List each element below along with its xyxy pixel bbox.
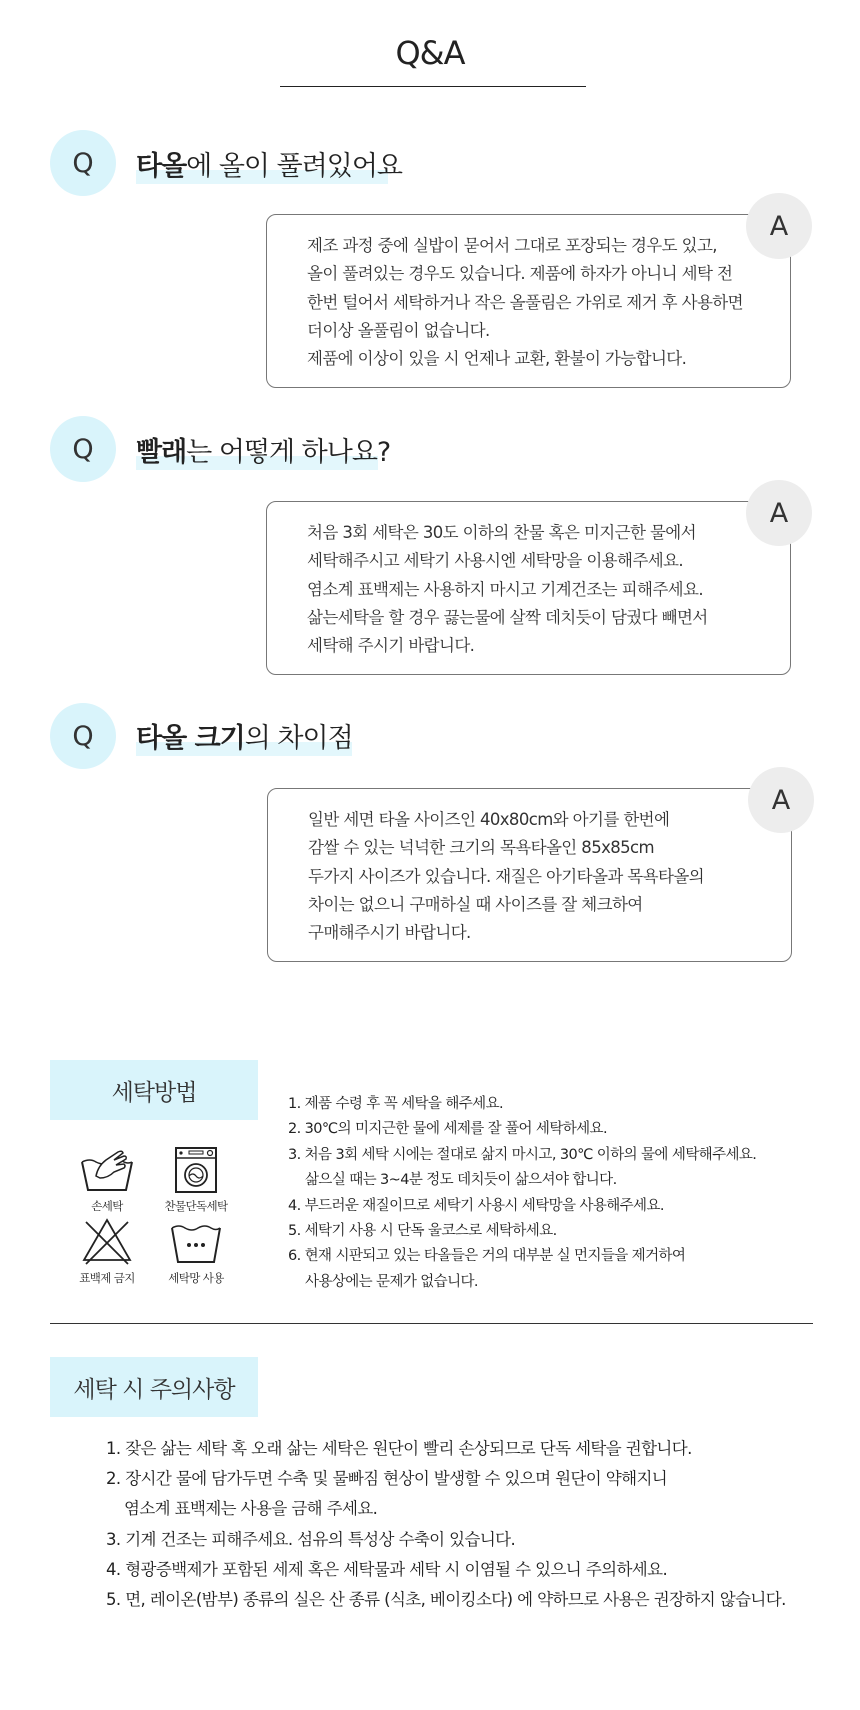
answer-line: 일반 세면 타올 사이즈인 40x80cm와 아기를 한번에 (308, 810, 670, 829)
answer-text (308, 806, 704, 947)
question-badge: Q (50, 130, 116, 196)
answer-text (307, 519, 708, 660)
cold-machine-wash-icon-cell (151, 1146, 241, 1214)
answer-line: 차이는 없으니 구매하실 때 사이즈를 잘 체크하여 (308, 894, 643, 914)
icon-label: 찬물단독세탁 (164, 1199, 228, 1213)
answer-box (267, 788, 792, 962)
title-underline (280, 86, 586, 87)
question-title (136, 716, 353, 755)
question-rest: 에 올이 풀려있어요 (186, 151, 402, 182)
answer-line: 삶는세탁을 할 경우 끓는물에 살짝 데치듯이 담궜다 빼면서 (307, 607, 708, 627)
answer-badge: A (748, 767, 814, 833)
caution-list (106, 1434, 786, 1615)
caution-item: 4. 형광증백제가 포함된 세제 혹은 세탁물과 세탁 시 이염될 수 있으니 주의하세요. (106, 1559, 668, 1579)
question-keyword: 타올 크기 (136, 723, 245, 754)
question-rest: 는 어떻게 하나요? (186, 437, 391, 468)
answer-text (307, 232, 743, 373)
washing-method-label: 세탁방법 (50, 1060, 258, 1120)
answer-line: 구매해주시기 바랍니다. (308, 923, 471, 943)
answer-line: 제조 과정 중에 실밥이 묻어서 그대로 포장되는 경우도 있고, (307, 236, 717, 255)
question-badge: Q (50, 703, 116, 769)
washing-step: 1. 제품 수령 후 꼭 세탁을 해주세요. (288, 1096, 503, 1112)
answer-badge: A (746, 480, 812, 546)
caution-item: 5. 면, 레이온(밤부) 종류의 실은 산 종류 (식초, 베이킹소다) 에 약하므로 사용은 권장하지 않습니다. (106, 1590, 786, 1610)
answer-line: 두가지 사이즈가 있습니다. 재질은 아기타올과 목욕타올의 (308, 866, 705, 886)
caution-item: 3. 기계 건조는 피해주세요. 섬유의 특성상 수축이 있습니다. (106, 1529, 516, 1549)
answer-box (266, 501, 791, 675)
washing-step: 2. 30℃의 미지근한 물에 세제를 잘 풀어 세탁하세요. (288, 1121, 607, 1138)
washing-step: 4. 부드러운 재질이므로 세탁기 사용시 세탁망을 사용해주세요. (288, 1197, 664, 1214)
laundry-net-icon (167, 1218, 225, 1266)
no-bleach-icon (78, 1218, 136, 1266)
answer-line: 염소계 표백제는 사용하지 마시고 기계건조는 피해주세요. (307, 579, 704, 599)
no-bleach-icon-cell (62, 1218, 152, 1286)
section-divider (50, 1323, 813, 1324)
question-rest: 의 차이점 (244, 723, 353, 754)
answer-box (266, 214, 791, 388)
question-title (136, 430, 390, 469)
laundry-net-icon-cell (151, 1218, 241, 1286)
hand-wash-icon-cell (62, 1146, 152, 1214)
cold-machine-wash-icon (167, 1146, 225, 1194)
answer-line: 더이상 올풀림이 없습니다. (307, 320, 490, 340)
caution-item: 1. 잦은 삶는 세탁 혹 오래 삶는 세탁은 원단이 빨리 손상되므로 단독 세탁을 권합니다. (106, 1439, 692, 1458)
washing-step: 6. 현재 시판되고 있는 타올들은 거의 대부분 실 먼지들을 제거하여 (288, 1248, 686, 1265)
question-title (136, 144, 402, 183)
washing-step: 사용상에는 문제가 없습니다. (305, 1273, 478, 1290)
washing-step: 5. 세탁기 사용 시 단독 울코스로 세탁하세요. (288, 1223, 557, 1240)
question-keyword: 타올 (136, 151, 187, 182)
washing-step: 삶으실 때는 3~4분 정도 데치듯이 삶으셔야 합니다. (305, 1172, 617, 1189)
washing-caution-label: 세탁 시 주의사항 (50, 1357, 258, 1417)
answer-line: 세탁해 주시기 바랍니다. (307, 636, 475, 656)
answer-line: 처음 3회 세탁은 30도 이하의 찬물 혹은 미지근한 물에서 (307, 523, 696, 542)
caution-item: 염소계 표백제는 사용을 금해 주세요. (124, 1499, 378, 1519)
icon-label: 표백제 금지 (79, 1271, 135, 1285)
icon-label: 세탁망 사용 (168, 1271, 224, 1285)
answer-badge: A (746, 193, 812, 259)
washing-steps (288, 1092, 756, 1295)
answer-line: 한번 털어서 세탁하거나 작은 올풀림은 가위로 제거 후 사용하면 (307, 292, 743, 312)
question-badge: Q (50, 416, 116, 482)
page-title: Q&A (395, 34, 465, 72)
caution-item: 2. 장시간 물에 담가두면 수축 및 물빠짐 현상이 발생할 수 있으며 원단이 약해지니 (106, 1469, 668, 1489)
answer-line: 감쌀 수 있는 넉넉한 크기의 목욕타올인 85x85cm (308, 838, 654, 858)
answer-line: 세탁해주시고 세탁기 사용시엔 세탁망을 이용해주세요. (307, 551, 684, 571)
washing-step: 3. 처음 3회 세탁 시에는 절대로 삶지 마시고, 30℃ 이하의 물에 세탁해주세요. (288, 1146, 757, 1163)
answer-line: 올이 풀려있는 경우도 있습니다. 제품에 하자가 아니니 세탁 전 (307, 264, 733, 284)
answer-line: 제품에 이상이 있을 시 언제나 교환, 환불이 가능합니다. (307, 349, 687, 369)
question-keyword: 빨래 (136, 437, 187, 468)
icon-label: 손세탁 (91, 1199, 123, 1213)
hand-wash-icon (78, 1146, 136, 1194)
